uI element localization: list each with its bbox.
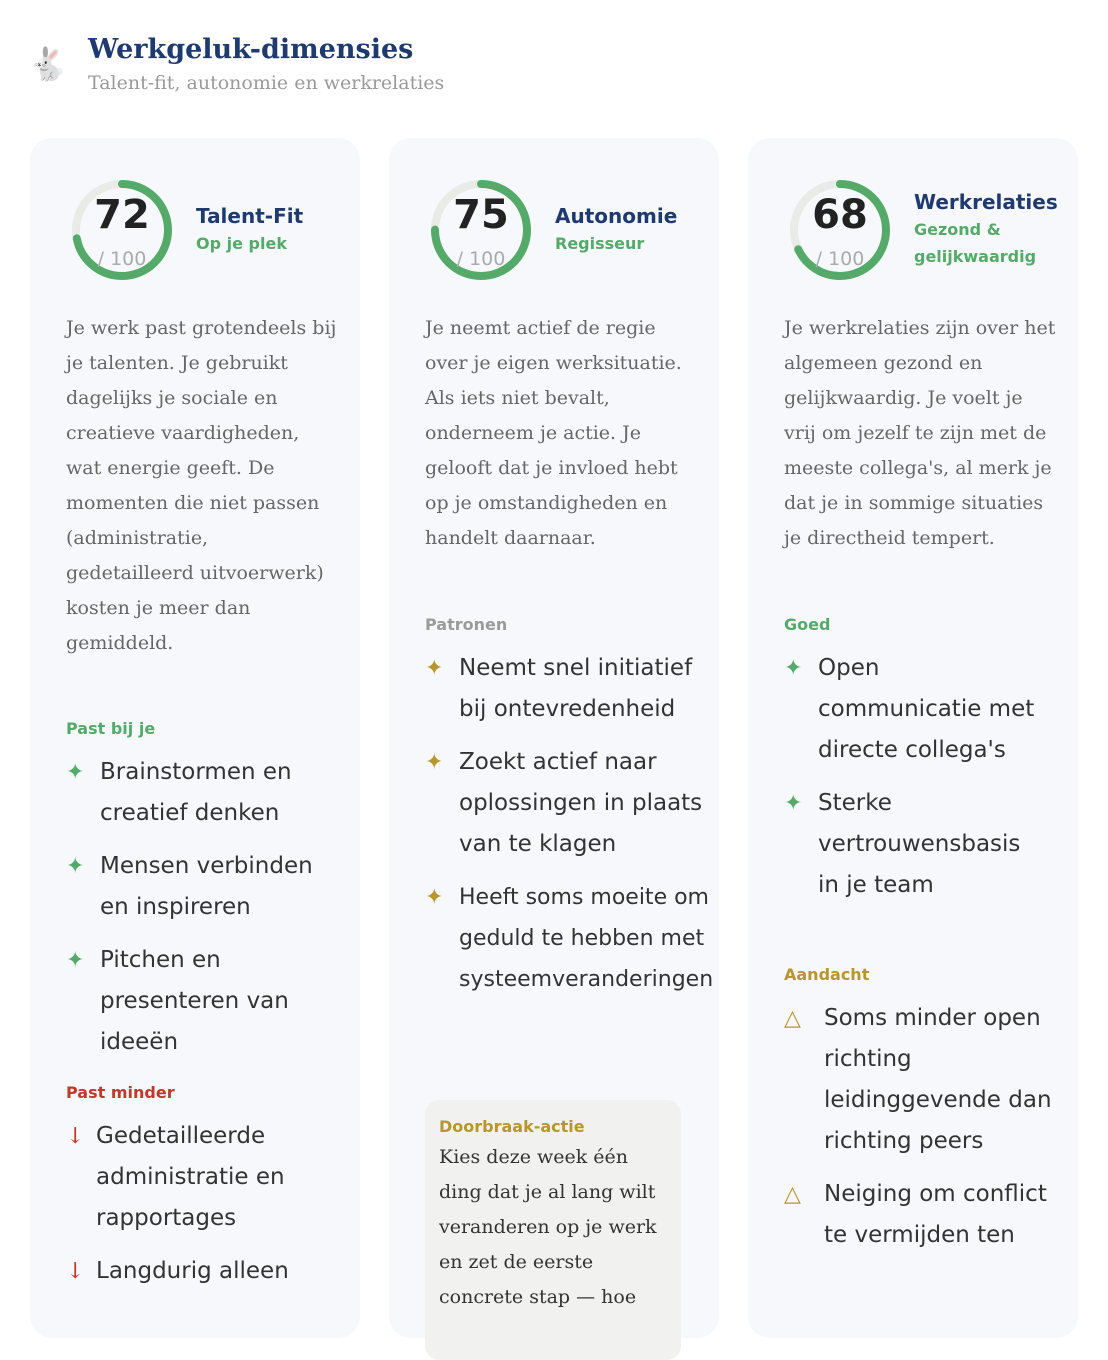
- dimension-name: Talent-Fit: [196, 204, 304, 228]
- section-aandacht: [784, 964, 1056, 1256]
- item-text: Sterke vertrouwensbasis in je team: [818, 790, 1021, 898]
- rabbit-icon: 🐇: [28, 45, 68, 83]
- list-item: [425, 648, 714, 730]
- arrow-down-icon: ↓: [66, 1259, 85, 1284]
- sparkle-icon: ✦: [66, 854, 85, 879]
- item-text: Heeft soms moeite om geduld te hebben met systeemveranderingen: [459, 885, 714, 992]
- card-werkrelaties: [748, 138, 1078, 1338]
- section-label: Aandacht: [784, 965, 870, 984]
- page-subtitle: Talent-fit, autonomie en werkrelaties: [88, 72, 445, 94]
- list-item: [66, 752, 345, 834]
- section-label: Past bij je: [66, 719, 156, 738]
- section-label: Patronen: [425, 615, 508, 634]
- score-gauge: [788, 178, 892, 282]
- dimension-name: Autonomie: [555, 204, 678, 228]
- list-item: [784, 998, 1056, 1162]
- item-text: Open communicatie met directe collega's: [818, 655, 1035, 763]
- score-value: 75: [453, 192, 509, 238]
- sparkle-icon: ✦: [425, 656, 444, 681]
- score-denominator: / 100: [815, 248, 865, 270]
- section-goed: [784, 614, 1048, 906]
- list-item: [66, 846, 345, 928]
- item-text: Pitchen en presenteren van ideeën: [100, 947, 289, 1055]
- header-titles: [88, 30, 444, 94]
- dimension-heading: [196, 202, 336, 257]
- score-gauge: [70, 178, 174, 282]
- list-item: [784, 648, 1048, 771]
- score-value: 72: [94, 192, 150, 238]
- sparkle-icon: ✦: [425, 885, 444, 910]
- warning-triangle-icon: △: [784, 1182, 801, 1207]
- sparkle-icon: ✦: [784, 656, 803, 681]
- list-item: [66, 1116, 341, 1239]
- dimension-heading: [914, 188, 1064, 270]
- section-label: Past minder: [66, 1083, 175, 1102]
- sparkle-icon: ✦: [66, 948, 85, 973]
- section-patronen: [425, 614, 714, 1000]
- dimension-description: Je werkrelaties zijn over het algemeen gezond en gelijkwaardig. Je voelt je vrij om jezelf te zijn met de meeste collega's, al merk je dat je in sommige situaties je directheid tempert.: [784, 317, 1056, 549]
- item-text: Neemt snel initiatief bij ontevredenheid: [459, 655, 693, 722]
- item-text: Zoekt actief naar oplossingen in plaats van te klagen: [459, 749, 703, 857]
- dimension-description: Je werk past grotendeels bij je talenten. Je gebruikt dagelijks je sociale en creatieve vaardigheden, wat energie geeft. De momenten die niet passen (administratie, gedetailleerd uitvoerwerk) kosten je meer dan gemiddeld.: [66, 317, 337, 654]
- score-value: 68: [812, 192, 868, 238]
- section-past-bij-je: [66, 718, 345, 1063]
- sparkle-icon: ✦: [784, 791, 803, 816]
- section-label: Goed: [784, 615, 831, 634]
- page-header: [28, 30, 444, 94]
- breakthrough-action-box: [425, 1100, 681, 1360]
- score-gauge: [429, 178, 533, 282]
- score-denominator: / 100: [456, 248, 506, 270]
- warning-triangle-icon: △: [784, 1006, 801, 1031]
- dimension-heading: [555, 202, 695, 257]
- item-text: Gedetailleerde administratie en rapportages: [96, 1123, 285, 1231]
- card-autonomie: [389, 138, 719, 1338]
- list-item: [425, 742, 714, 865]
- dimension-tag: Regisseur: [555, 234, 645, 253]
- sparkle-icon: ✦: [66, 760, 85, 785]
- sparkle-icon: ✦: [425, 750, 444, 775]
- list-item: [66, 1251, 341, 1292]
- list-item: [425, 877, 714, 1000]
- action-label: Doorbraak-actie: [439, 1117, 585, 1136]
- score-denominator: / 100: [97, 248, 147, 270]
- list-item: [784, 783, 1048, 906]
- item-text: Brainstormen en creatief denken: [100, 759, 292, 826]
- item-text: Soms minder open richting leidinggevende dan richting peers: [824, 1005, 1052, 1154]
- dimension-description: Je neemt actief de regie over je eigen werksituatie. Als iets niet bevalt, onderneem je actie. Je gelooft dat je invloed hebt op je omstandigheden en handelt daarnaar.: [425, 317, 682, 549]
- card-talent-fit: [30, 138, 360, 1338]
- item-text: Langdurig alleen: [96, 1258, 289, 1284]
- list-item: [66, 940, 345, 1063]
- item-text: Mensen verbinden en inspireren: [100, 853, 313, 920]
- section-past-minder: [66, 1082, 341, 1292]
- action-text: Kies deze week één ding dat je al lang wilt veranderen op je werk en zet de eerste concrete stap — hoe: [439, 1146, 657, 1308]
- dimension-tag: Op je plek: [196, 234, 287, 253]
- dimension-name: Werkrelaties: [914, 190, 1058, 214]
- arrow-down-icon: ↓: [66, 1124, 85, 1149]
- item-text: Neiging om conflict te vermijden ten: [824, 1181, 1047, 1248]
- list-item: [784, 1174, 1056, 1256]
- page-title: Werkgeluk-dimensies: [88, 34, 414, 65]
- dimension-tag: Gezond & gelijkwaardig: [914, 220, 1037, 266]
